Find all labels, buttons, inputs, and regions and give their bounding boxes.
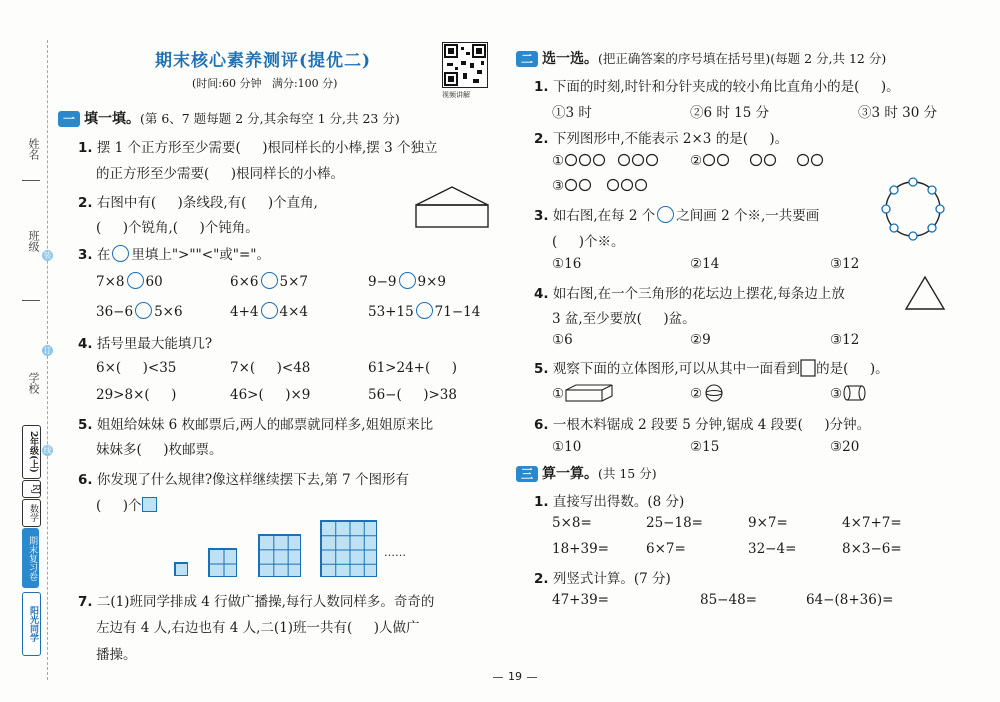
calc-item[interactable]: 25−18= (646, 515, 703, 531)
question-1-line-2: 的正方形至少需要( )根同样长的小棒。 (96, 166, 344, 182)
section-title: 填一填。 (84, 111, 140, 127)
pattern-figure-1 (174, 562, 188, 576)
q4-item[interactable]: 56−( )>38 (368, 387, 457, 403)
brand-series: 期末复习卷 (22, 528, 39, 588)
section-title: 选一选。 (542, 51, 598, 67)
question-7-line-1: 7. 二(1)班同学排成 4 行做广播操,每行人数同样多。奇奇的 (78, 594, 435, 610)
s2-q4-option-1[interactable]: ①6 (552, 332, 573, 348)
q4-item[interactable]: 61>24+( ) (368, 360, 457, 376)
question-1-line-1: 1. 摆 1 个正方形至少需要( )根同样长的小棒,摆 3 个独立 (78, 140, 438, 156)
s2-q1-option-3[interactable]: ③3 时 30 分 (858, 105, 938, 121)
circle-blank-icon (261, 272, 278, 289)
sphere-icon (702, 384, 728, 402)
s2-q3-option-1[interactable]: ①16 (552, 256, 582, 272)
s2-question-3-line-1: 3. 如右图,在每 2 个 之间画 2 个※,一共要画 (534, 208, 820, 224)
q4-item[interactable]: 46>( )×9 (230, 387, 311, 403)
calc-item[interactable]: 4×7+7= (842, 515, 902, 531)
s2-q5-option-3[interactable]: ③ (830, 384, 870, 402)
q4-item[interactable]: 29>8×( ) (96, 387, 177, 403)
s2-q1-option-1[interactable]: ①3 时 (552, 105, 592, 121)
q3-row-2-b[interactable]: 4+4 4×4 (230, 304, 308, 320)
vertical-calc-item[interactable]: 47+39= (552, 592, 609, 608)
section-1-header (58, 108, 400, 128)
section-badge: 一 (58, 111, 80, 127)
s2-question-5: 5. 观察下面的立体图形,可以从其中一面看到 的是( )。 (534, 361, 889, 377)
name-line (22, 180, 40, 181)
s2-q6-option-2[interactable]: ②15 (690, 439, 720, 455)
s2-q5-option-2[interactable]: ② (690, 384, 728, 402)
s2-question-6: 6. 一根木料锯成 2 段要 5 分钟,锯成 4 段要( )分钟。 (534, 417, 871, 433)
q4-item[interactable]: 7×( )<48 (230, 360, 311, 376)
question-7-line-2: 左边有 4 人,右边也有 4 人,二(1)班一共有( )人做广 (96, 620, 420, 636)
s2-q2-option-3[interactable]: ③ (552, 178, 692, 194)
question-4-title: 4. 括号里最大能填几? (78, 336, 213, 352)
s3-part-1-title: 1. 直接写出得数。(8 分) (534, 494, 685, 510)
s2-question-4-line-1: 4. 如右图,在一个三角形的花坛边上摆花,每条边上放 (534, 286, 845, 302)
question-6-line-2: ( )个 (96, 494, 157, 514)
school-label: 学校 (27, 372, 40, 394)
qr-code-icon[interactable] (442, 42, 488, 88)
s2-q4-option-2[interactable]: ②9 (690, 332, 711, 348)
bind-circle: 订 (43, 346, 52, 355)
page-number: 19 (488, 670, 542, 683)
s2-question-3-line-2: ( )个※。 (552, 234, 625, 250)
s2-question-1: 1. 下面的时刻,时针和分针夹成的较小角比直角小的是( )。 (534, 79, 900, 95)
section-note: (共 15 分) (598, 466, 657, 481)
trapezoid-figure (414, 183, 490, 229)
bind-circle: 装 (43, 251, 52, 260)
question-3-intro: 3. 在 里填上">""<"或"="。 (78, 247, 271, 263)
section-3-header (516, 463, 657, 483)
s2-question-2: 2. 下列图形中,不能表示 2×3 的是( )。 (534, 131, 789, 147)
calc-item[interactable]: 5×8= (552, 515, 592, 531)
circle-blank-icon (416, 302, 433, 319)
brand-subject: 数学 (22, 499, 41, 527)
question-5-line-2: 妹妹多( )枚邮票。 (96, 442, 223, 458)
s2-q4-option-3[interactable]: ③12 (830, 332, 860, 348)
name-label: 姓名 (27, 138, 40, 160)
cut-line (47, 40, 49, 680)
s2-q1-option-2[interactable]: ②6 时 15 分 (690, 105, 770, 121)
cuboid-icon (564, 384, 616, 402)
pattern-ellipsis: …… (384, 546, 406, 559)
calc-item[interactable]: 32−4= (748, 541, 797, 557)
circle-group-icon (564, 153, 692, 167)
question-2-line-2: ( )个锐角,( )个钝角。 (96, 220, 259, 236)
q3-row-2-a[interactable]: 36−6 5×6 (96, 304, 183, 320)
page-title: 期末核心素养测评(提优二) (155, 51, 372, 71)
brand-grade: 2年级(上) (22, 425, 41, 479)
section-note: (把正确答案的序号填在括号里)(每题 2 分,共 12 分) (598, 51, 887, 66)
qr-caption: 视频讲解 (442, 91, 470, 99)
circle-blank-icon (657, 206, 674, 223)
page-subtitle: (时间:60 分钟 满分:100 分) (192, 77, 338, 90)
circle-blank-icon (127, 272, 144, 289)
class-label: 班级 (27, 230, 40, 252)
q3-row-1-c[interactable]: 9−9 9×9 (368, 274, 446, 290)
calc-item[interactable]: 8×3−6= (842, 541, 902, 557)
vertical-calc-item[interactable]: 85−48= (700, 592, 757, 608)
class-line (22, 300, 40, 301)
q3-row-1-a[interactable]: 7×8 60 (96, 274, 163, 290)
question-2-line-1: 2. 右图中有( )条线段,有( )个直角, (78, 195, 318, 211)
rectangle-view-icon (800, 359, 816, 377)
circle-group-icon (702, 153, 852, 167)
q3-row-2-c[interactable]: 53+15 71−14 (368, 304, 481, 320)
circle-group-icon (564, 178, 692, 192)
pattern-figure-2 (208, 548, 237, 577)
cylinder-icon (842, 384, 870, 402)
s2-question-4-line-2: 3 盆,至少要放( )盆。 (552, 311, 696, 327)
brand-edition: RJ (22, 480, 41, 498)
s2-q3-option-2[interactable]: ②14 (690, 256, 720, 272)
question-7-line-3: 播操。 (96, 647, 137, 663)
section-badge: 三 (516, 466, 538, 482)
s2-q3-option-3[interactable]: ③12 (830, 256, 860, 272)
s2-q5-option-1[interactable]: ① (552, 384, 616, 402)
calc-item[interactable]: 6×7= (646, 541, 686, 557)
question-6-line-1: 6. 你发现了什么规律?像这样继续摆下去,第 7 个图形有 (78, 472, 410, 488)
section-badge: 二 (516, 51, 538, 67)
section-note: (第 6、7 题每题 2 分,其余每空 1 分,共 23 分) (140, 111, 400, 126)
circle-blank-icon (399, 272, 416, 289)
s2-q2-option-2[interactable]: ② (690, 153, 852, 169)
question-5-line-1: 5. 姐姐给妹妹 6 枚邮票后,两人的邮票就同样多,姐姐原来比 (78, 417, 434, 433)
pattern-figure-3 (258, 534, 301, 577)
triangle-figure (904, 275, 946, 311)
q4-item[interactable]: 6×( )<35 (96, 360, 177, 376)
binding-margin (0, 0, 62, 702)
vertical-calc-item[interactable]: 64−(8+36)= (806, 592, 894, 608)
ring-of-circles-figure (878, 176, 948, 242)
circle-blank-icon (261, 302, 278, 319)
s2-q2-option-1[interactable]: ① (552, 153, 692, 169)
bind-circle: 线 (43, 446, 52, 455)
brand-logo: 阳光同学 (22, 592, 41, 656)
s2-q6-option-3[interactable]: ③20 (830, 439, 860, 455)
pattern-figure-4 (320, 520, 377, 577)
s2-q6-option-1[interactable]: ①10 (552, 439, 582, 455)
section-title: 算一算。 (542, 466, 598, 482)
circle-blank-icon (112, 245, 129, 262)
calc-item[interactable]: 9×7= (748, 515, 788, 531)
section-2-header (516, 48, 886, 68)
small-square-icon (142, 497, 157, 512)
calc-item[interactable]: 18+39= (552, 541, 609, 557)
circle-blank-icon (135, 302, 152, 319)
q3-row-1-b[interactable]: 6×6 5×7 (230, 274, 308, 290)
s3-part-2-title: 2. 列竖式计算。(7 分) (534, 571, 671, 587)
